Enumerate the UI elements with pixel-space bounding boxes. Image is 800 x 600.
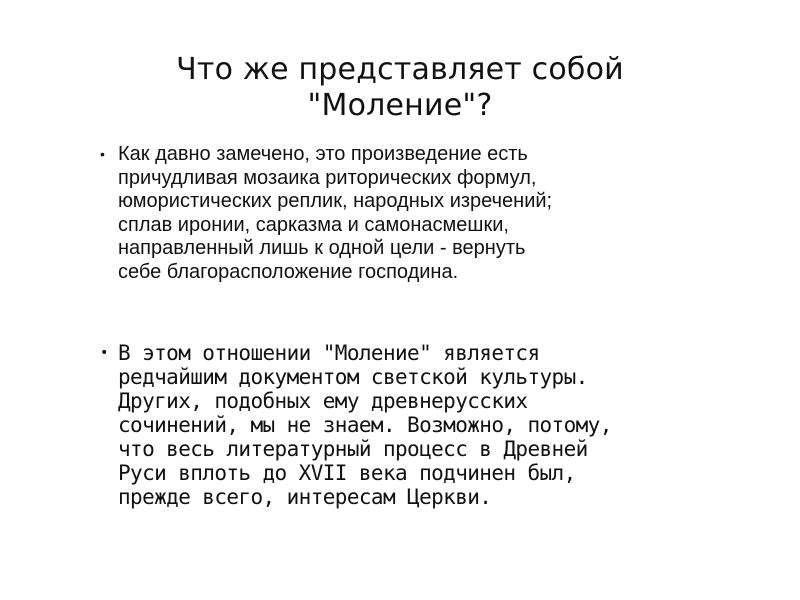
slide-title <box>60 52 740 124</box>
bullet-text <box>118 143 552 284</box>
bullet-text-line: Руси вплоть до XVII века подчинен был, <box>118 461 576 485</box>
bullet-text-line: прежде всего, интересам Церкви. <box>118 485 492 509</box>
bullet-icon: • <box>100 146 105 162</box>
bullet-text-line: редчайшим документом светской культуры. <box>118 365 588 389</box>
bullet-item <box>100 341 612 509</box>
bullet-text-line: что весь литературный процесс в Древней <box>118 437 588 461</box>
bullet-text-line: направленный лишь к одной цели - вернуть <box>118 237 526 259</box>
slide-title-line: Что же представляет собой <box>176 52 624 87</box>
bullet-item <box>100 143 552 284</box>
bullet-text-line: себе благорасположение господина. <box>118 260 459 283</box>
bullet-text-line: сплав иронии, сарказма и самонасмешки, <box>118 213 509 236</box>
bullet-icon: • <box>100 345 108 361</box>
bullet-text-line: Других, подобных ему древнерусских <box>118 389 528 413</box>
bullet-text-line: Как давно замечено, это произведение есть <box>118 143 528 165</box>
bullet-text-line: причудливая мозаика риторических формул, <box>118 166 537 189</box>
bullet-text-line: юмористических реплик, народных изречений; <box>118 190 553 212</box>
slide-title-line: "Моление"? <box>307 88 493 123</box>
bullet-text-line: В этом отношении "Моление" является <box>118 341 540 365</box>
bullet-text-line: сочинений, мы не знаем. Возможно, потому, <box>118 413 612 437</box>
bullet-text <box>118 341 612 509</box>
